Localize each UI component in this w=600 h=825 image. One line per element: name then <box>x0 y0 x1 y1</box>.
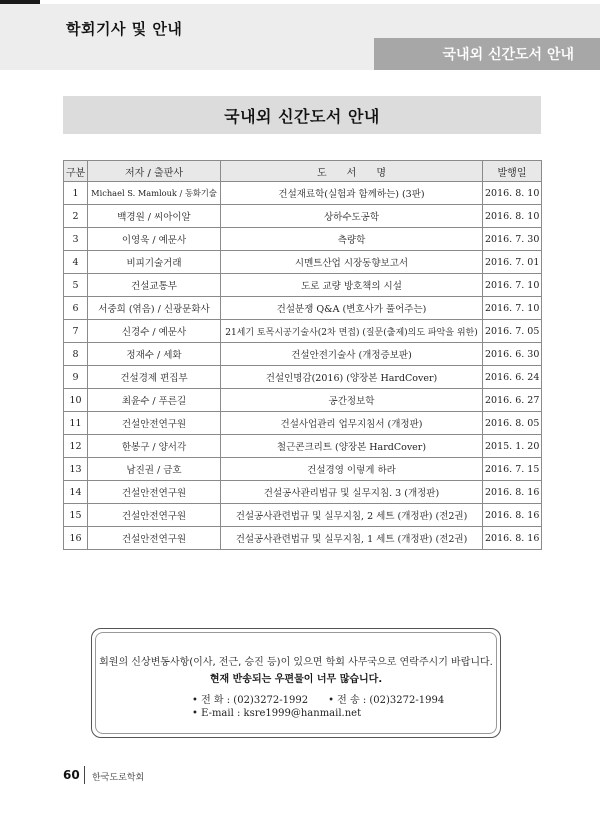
cell-date: 2016. 7. 10 <box>483 274 542 297</box>
header-no: 구분 <box>64 161 88 182</box>
cell-no: 10 <box>64 389 88 412</box>
cell-author: 백경원 / 씨아이알 <box>88 205 221 228</box>
cell-no: 14 <box>64 481 88 504</box>
notice-contact-email: • E-mail : ksre1999@hanmail.net <box>192 708 362 719</box>
cell-title: 측량학 <box>221 228 483 251</box>
footer-divider <box>84 766 85 784</box>
cell-date: 2016. 6. 30 <box>483 343 542 366</box>
cell-no: 16 <box>64 527 88 550</box>
new-books-table <box>63 160 542 550</box>
cell-title: 건설인명감(2016) (양장본 HardCover) <box>221 366 483 389</box>
cell-title: 철근콘크리트 (양장본 HardCover) <box>221 435 483 458</box>
cell-title: 건설경영 이렇게 하라 <box>221 458 483 481</box>
cell-title: 21세기 토목시공기술사(2차 면접) (질문(출제)의도 파악을 위한) <box>221 320 483 343</box>
cell-title: 건설공사관련법규 및 실무지침, 2 세트 (개정판) (전2권) <box>221 504 483 527</box>
section-title: 학회기사 및 안내 <box>66 20 183 38</box>
cell-date: 2016. 8. 16 <box>483 527 542 550</box>
cell-author: 건설교통부 <box>88 274 221 297</box>
cell-title: 도로 교량 방호책의 시설 <box>221 274 483 297</box>
cell-author: 건설안전연구원 <box>88 481 221 504</box>
cell-title: 건설사업관리 업무지침서 (개정판) <box>221 412 483 435</box>
table-row <box>64 251 542 274</box>
cell-date: 2016. 8. 05 <box>483 412 542 435</box>
table-row <box>64 343 542 366</box>
cell-no: 9 <box>64 366 88 389</box>
cell-date: 2015. 1. 20 <box>483 435 542 458</box>
cell-no: 1 <box>64 182 88 205</box>
cell-date: 2016. 8. 16 <box>483 481 542 504</box>
table-header-row <box>64 161 542 182</box>
cell-author: 남진권 / 금호 <box>88 458 221 481</box>
table-row <box>64 435 542 458</box>
header-category-tab <box>374 38 600 70</box>
notice-contact-phone: • 전 화 : (02)3272-1992 • 전 송 : (02)3272-1994 <box>192 695 445 706</box>
page-heading-box <box>63 96 541 134</box>
table-row <box>64 504 542 527</box>
cell-date: 2016. 7. 30 <box>483 228 542 251</box>
table-row <box>64 320 542 343</box>
table-row <box>64 228 542 251</box>
page-heading: 국내외 신간도서 안내 <box>224 106 380 126</box>
cell-no: 6 <box>64 297 88 320</box>
table-row <box>64 366 542 389</box>
cell-date: 2016. 7. 10 <box>483 297 542 320</box>
header-category-label: 국내외 신간도서 안내 <box>442 47 574 63</box>
table-row <box>64 297 542 320</box>
cell-title: 건설분쟁 Q&A (변호사가 풀어주는) <box>221 297 483 320</box>
table-row <box>64 458 542 481</box>
cell-title: 건설공사관리법규 및 실무지침. 3 (개정판) <box>221 481 483 504</box>
cell-date: 2016. 7. 05 <box>483 320 542 343</box>
cell-no: 8 <box>64 343 88 366</box>
cell-date: 2016. 8. 10 <box>483 182 542 205</box>
cell-author: 최윤수 / 푸른길 <box>88 389 221 412</box>
cell-author: 건설안전연구원 <box>88 527 221 550</box>
cell-title: 시멘트산업 시장동향보고서 <box>221 251 483 274</box>
cell-title: 공간정보학 <box>221 389 483 412</box>
table-row <box>64 389 542 412</box>
cell-author: 한봉구 / 양서각 <box>88 435 221 458</box>
cell-date: 2016. 7. 01 <box>483 251 542 274</box>
cell-title: 건설재료학(실험과 함께하는) (3판) <box>221 182 483 205</box>
cell-title: 건설공사관련법규 및 실무지침, 1 세트 (개정판) (전2권) <box>221 527 483 550</box>
cell-date: 2016. 6. 24 <box>483 366 542 389</box>
cell-date: 2016. 8. 10 <box>483 205 542 228</box>
table-row <box>64 274 542 297</box>
header-date: 발행일 <box>483 161 542 182</box>
table-row <box>64 412 542 435</box>
cell-title: 건설안전기술사 (개정증보판) <box>221 343 483 366</box>
cell-no: 3 <box>64 228 88 251</box>
cell-no: 2 <box>64 205 88 228</box>
header-author: 저자 / 출판사 <box>88 161 221 182</box>
cell-author: 정재수 / 세화 <box>88 343 221 366</box>
cell-author: 서중희 (엮음) / 신광문화사 <box>88 297 221 320</box>
cell-author: 건설경제 편집부 <box>88 366 221 389</box>
cell-no: 7 <box>64 320 88 343</box>
table-row <box>64 182 542 205</box>
cell-date: 2016. 8. 16 <box>483 504 542 527</box>
cell-title: 상하수도공학 <box>221 205 483 228</box>
cell-author: Michael S. Mamlouk / 동화기술 <box>88 182 221 205</box>
notice-box <box>91 628 501 738</box>
cell-date: 2016. 7. 15 <box>483 458 542 481</box>
notice-text: 회원의 신상변동사항(이사, 전근, 승진 등)이 있으면 학회 사무국으로 연락주시기 바랍니다. <box>99 657 493 668</box>
cell-author: 이영욱 / 예문사 <box>88 228 221 251</box>
footer-org-name: 한국도로학회 <box>92 773 145 783</box>
table-row <box>64 481 542 504</box>
page-number: 60 <box>63 768 80 782</box>
cell-no: 4 <box>64 251 88 274</box>
cell-no: 12 <box>64 435 88 458</box>
cell-author: 건설안전연구원 <box>88 412 221 435</box>
cell-author: 비피기술거래 <box>88 251 221 274</box>
table-row <box>64 205 542 228</box>
cell-no: 11 <box>64 412 88 435</box>
cell-no: 15 <box>64 504 88 527</box>
table-row <box>64 527 542 550</box>
cell-no: 13 <box>64 458 88 481</box>
cell-date: 2016. 6. 27 <box>483 389 542 412</box>
notice-emphasis-text: 현재 반송되는 우편물이 너무 많습니다. <box>209 674 383 685</box>
cell-author: 건설안전연구원 <box>88 504 221 527</box>
header-title: 도 서 명 <box>221 161 483 182</box>
cell-author: 신경수 / 예문사 <box>88 320 221 343</box>
table-body <box>64 182 542 550</box>
cell-no: 5 <box>64 274 88 297</box>
